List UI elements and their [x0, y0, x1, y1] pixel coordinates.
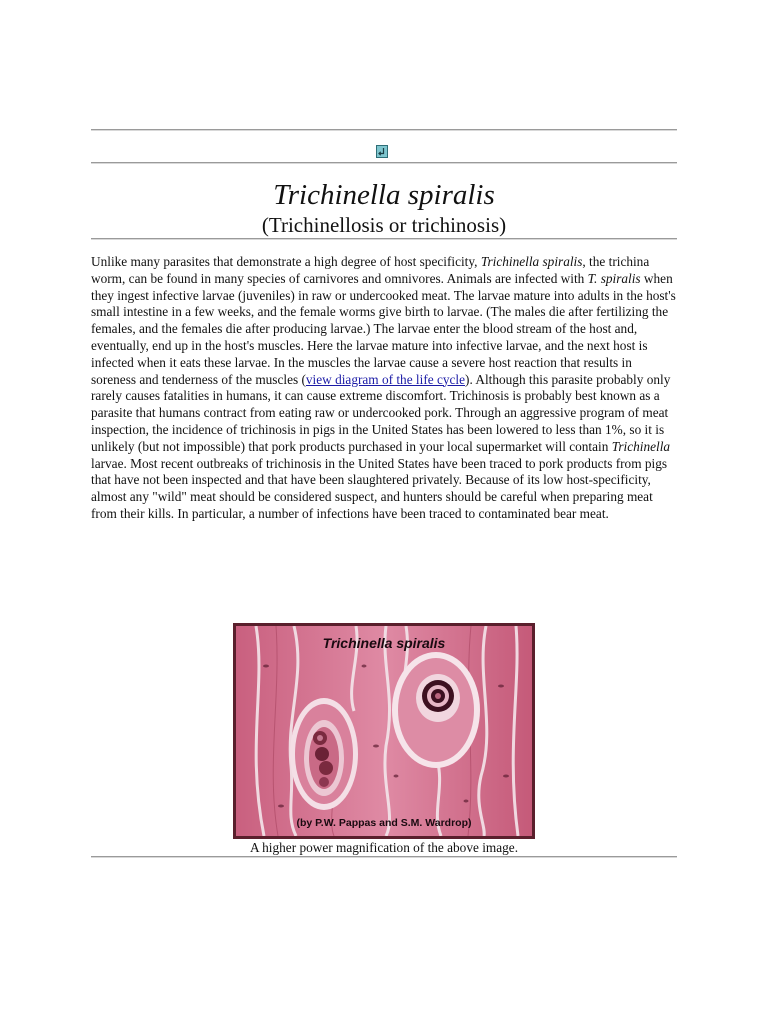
text-run: larvae. Most recent outbreaks of trichinosis in the United States have been traced to pork products from pigs that have not been inspected and that have been slaughtered privately. Because of its low host-specificity, almost any "wild" meat should be considered suspect, and hunters should be careful when preparing meat from their kills. In particular, a number of infections have been traced to contaminated bear meat. [91, 455, 668, 521]
return-arrow-icon[interactable] [376, 145, 388, 158]
page-title: Trichinella spiralis [273, 179, 495, 211]
figure-caption: A higher power magnification of the above image. [249, 840, 519, 855]
article-paragraph [91, 254, 679, 523]
text-run: Unlike many parasites that demonstrate a high degree of host specificity, [91, 254, 481, 269]
micrograph-image [236, 626, 532, 836]
genus-name: Trichinella [611, 438, 671, 454]
figure-credit: (by P.W. Pappas and S.M. Wardrop) [296, 817, 472, 829]
text-run: when they ingest infective larvae (juveniles) in raw or undercooked meat. The larvae mature into adults in the host's small intestine in a few weeks, and the female worms give birth to larvae. (The males die after fertilizing the females, and the females die after producing larvae.) The larvae enter the blood stream of the host and, eventually, end up in the host's muscles. Here the larvae mature into infective larvae, and the next host is infected when it eats these larvae. In the muscles the larvae cause a severe host reaction that results in soreness and tenderness of the muscles ( [91, 270, 676, 387]
life-cycle-diagram-link[interactable]: view diagram of the life cycle [305, 371, 466, 387]
micrograph-figure [233, 623, 535, 839]
species-name: Trichinella spiralis [480, 254, 583, 269]
nav-divider [91, 162, 677, 164]
page-subtitle: (Trichinellosis or trichinosis) [261, 213, 507, 237]
figure-heading: Trichinella spiralis [322, 635, 446, 651]
text-run: ). Although this parasite probably only rarely causes fatalities in humans, it can cause extreme discomfort. Trichinosis is probably best known as a parasite that humans contract from eating raw or undercooked pork. Through an aggressive program of meat inspection, the incidence of trichinosis in pigs in the United States has been lowered to less than 1%, so it is unlikely (but not impossible) that pork products purchased in your local supermarket will contain [91, 371, 671, 454]
title-divider [91, 238, 677, 240]
top-divider [91, 129, 677, 131]
species-name: T. spiralis [587, 270, 641, 286]
text-run: , the trichina worm, can be found in many species of carnivores and omnivores. Animals are infected with [91, 254, 650, 286]
bottom-divider [91, 856, 677, 858]
